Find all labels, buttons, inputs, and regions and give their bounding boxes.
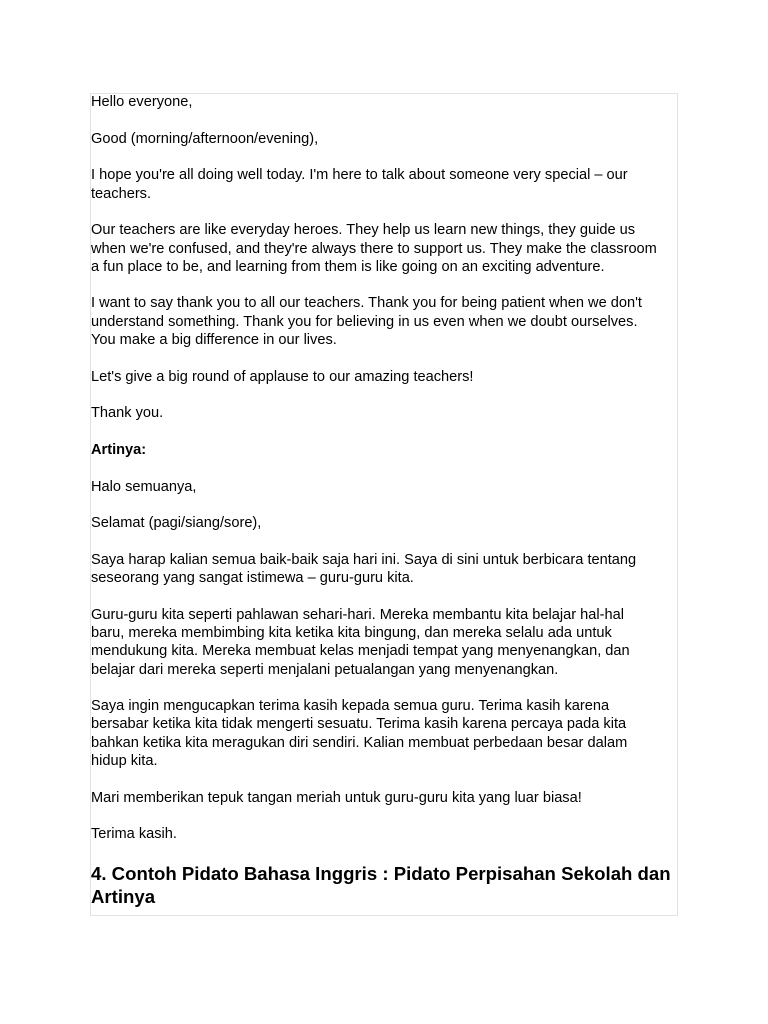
thanks-paragraph-english: I want to say thank you to all our teachers. Thank you for being patient when we don't understand something. Thank you for believing in us even when we doubt ourselves. You make a big difference in our lives. xyxy=(91,295,642,348)
thanks-paragraph-indonesian: Saya ingin mengucapkan terima kasih kepada semua guru. Terima kasih karena bersabar ketika kita tidak mengerti sesuatu. Terima kasih karena percaya pada kita bahkan ketika kita meragukan diri sendiri. Kalian membuat perbedaan besar dalam hidup kita. xyxy=(91,698,628,769)
heroes-paragraph-indonesian: Guru-guru kita seperti pahlawan sehari-hari. Mereka membantu kita belajar hal-hal baru, mereka membimbing kita ketika kita bingung, dan mereka selalu ada untuk mendukung kita. Mereka membuat kelas menjadi tempat yang menyenangkan, dan belajar dari mereka seperti menjalani petualangan yang menyenangkan. xyxy=(91,606,630,678)
applause-line-english: Let's give a big round of applause to our amazing teachers! xyxy=(91,368,474,385)
applause-line-indonesian: Mari memberikan tepuk tangan meriah untuk guru-guru kita yang luar biasa! xyxy=(91,789,582,806)
document-body xyxy=(91,93,677,908)
intro-paragraph-english: I hope you're all doing well today. I'm here to talk about someone very special – our teachers. xyxy=(91,167,628,202)
heroes-paragraph-english: Our teachers are like everyday heroes. They help us learn new things, they guide us when we're confused, and they're always there to support us. They make the classroom a fun place to be, and learning from them is like going on an exciting adventure. xyxy=(91,222,657,275)
closing-english: Thank you. xyxy=(91,405,164,422)
greeting-english: Hello everyone, xyxy=(91,94,193,110)
section-heading: 4. Contoh Pidato Bahasa Inggris : Pidato Perpisahan Sekolah dan Artinya xyxy=(91,863,671,908)
intro-paragraph-indonesian: Saya harap kalian semua baik-baik saja hari ini. Saya di sini untuk berbicara tentang seseorang yang sangat istimewa – guru-guru kita. xyxy=(91,552,637,587)
greeting-indonesian: Halo semuanya, xyxy=(91,478,197,495)
closing-indonesian: Terima kasih. xyxy=(91,826,177,843)
translation-label: Artinya: xyxy=(91,441,147,458)
salutation-indonesian: Selamat (pagi/siang/sore), xyxy=(91,515,262,532)
salutation-english: Good (morning/afternoon/evening), xyxy=(91,130,319,147)
